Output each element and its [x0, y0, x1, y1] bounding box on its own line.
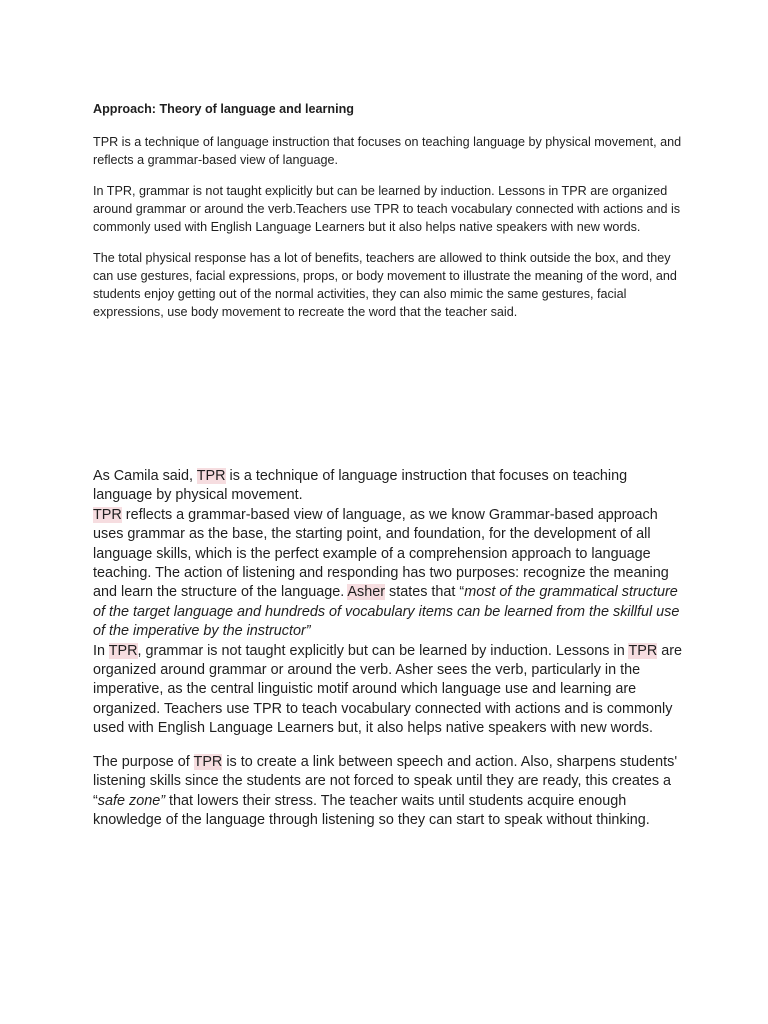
text-run: , grammar is not taught explicitly but can be learned by induction. Lessons in	[137, 642, 629, 659]
highlighted-term: TPR	[93, 506, 122, 523]
highlighted-term: TPR	[108, 642, 138, 659]
original-notes-section	[93, 100, 683, 334]
text-run: reflects a grammar-based view of language, as we know Grammar-based approach uses grammar as the base, the starting point, and foundation, for the development of all language skills, which is the perfect example of a comprehension approach to language teaching. The action of listening and responding has two purposes: recognize the meaning and learn the structure of the language.	[93, 506, 669, 601]
asher-quote: most of the grammatical structure of the target language and hundreds of vocabulary items can be learned from the skillful use of the imperative by the instructor”	[93, 584, 680, 640]
text-run: are organized around grammar or around the verb. Asher sees the verb, particularly in the imperative, as the central linguistic motif around which language use and learning are organized. Teachers use TPR to teach vocabulary connected with actions and is commonly used with English Language Learners but, it also helps native speakers with new words.	[93, 642, 683, 737]
text-run: that lowers their stress. The teacher waits until students acquire enough knowledge of the language through listening so they can start to speak without thinking.	[93, 792, 650, 828]
paragraph-tpr-definition: TPR is a technique of language instruction that focuses on teaching language by physical movement, and reflects a grammar-based view of language.	[93, 135, 682, 167]
text-run: is a technique of language instruction that focuses on teaching language by physical movement.	[93, 468, 628, 504]
paragraph-purpose	[93, 753, 685, 831]
highlighted-term: TPR	[193, 753, 223, 770]
text-run: The purpose of	[93, 753, 194, 770]
highlighted-term: TPR	[196, 468, 226, 484]
paragraph-grammar-induction: In TPR, grammar is not taught explicitly but can be learned by induction. Lessons in TPR are organized around grammar or around the verb.Teachers use TPR to teach vocabulary connected with actions and is commonly used with English Language Learners but it also helps native speakers with new words.	[93, 184, 681, 234]
text-run: As Camila said,	[93, 468, 197, 484]
paragraph-camila-response	[93, 467, 685, 739]
paragraph-benefits: The total physical response has a lot of benefits, teachers are allowed to think outside the box, and they can use gestures, facial expressions, props, or body movement to illustrate the meaning of the word, and students enjoy getting out of the normal activities, they can also mimic the same gestures, facial expressions, use body movement to recreate the word that the teacher said.	[93, 251, 677, 319]
response-section	[93, 467, 685, 844]
highlighted-term: TPR	[628, 642, 658, 659]
highlighted-term: Asher	[347, 584, 386, 601]
safe-zone-term: safe zone”	[97, 792, 165, 809]
text-run: is to create a link between speech and action. Also, sharpens students' listening skills since the students are not forced to speak until they are ready, this creates a “	[93, 753, 678, 809]
text-run: In	[93, 642, 109, 659]
section-heading: Approach: Theory of language and learning	[93, 102, 354, 116]
text-run: states that “	[385, 584, 465, 601]
